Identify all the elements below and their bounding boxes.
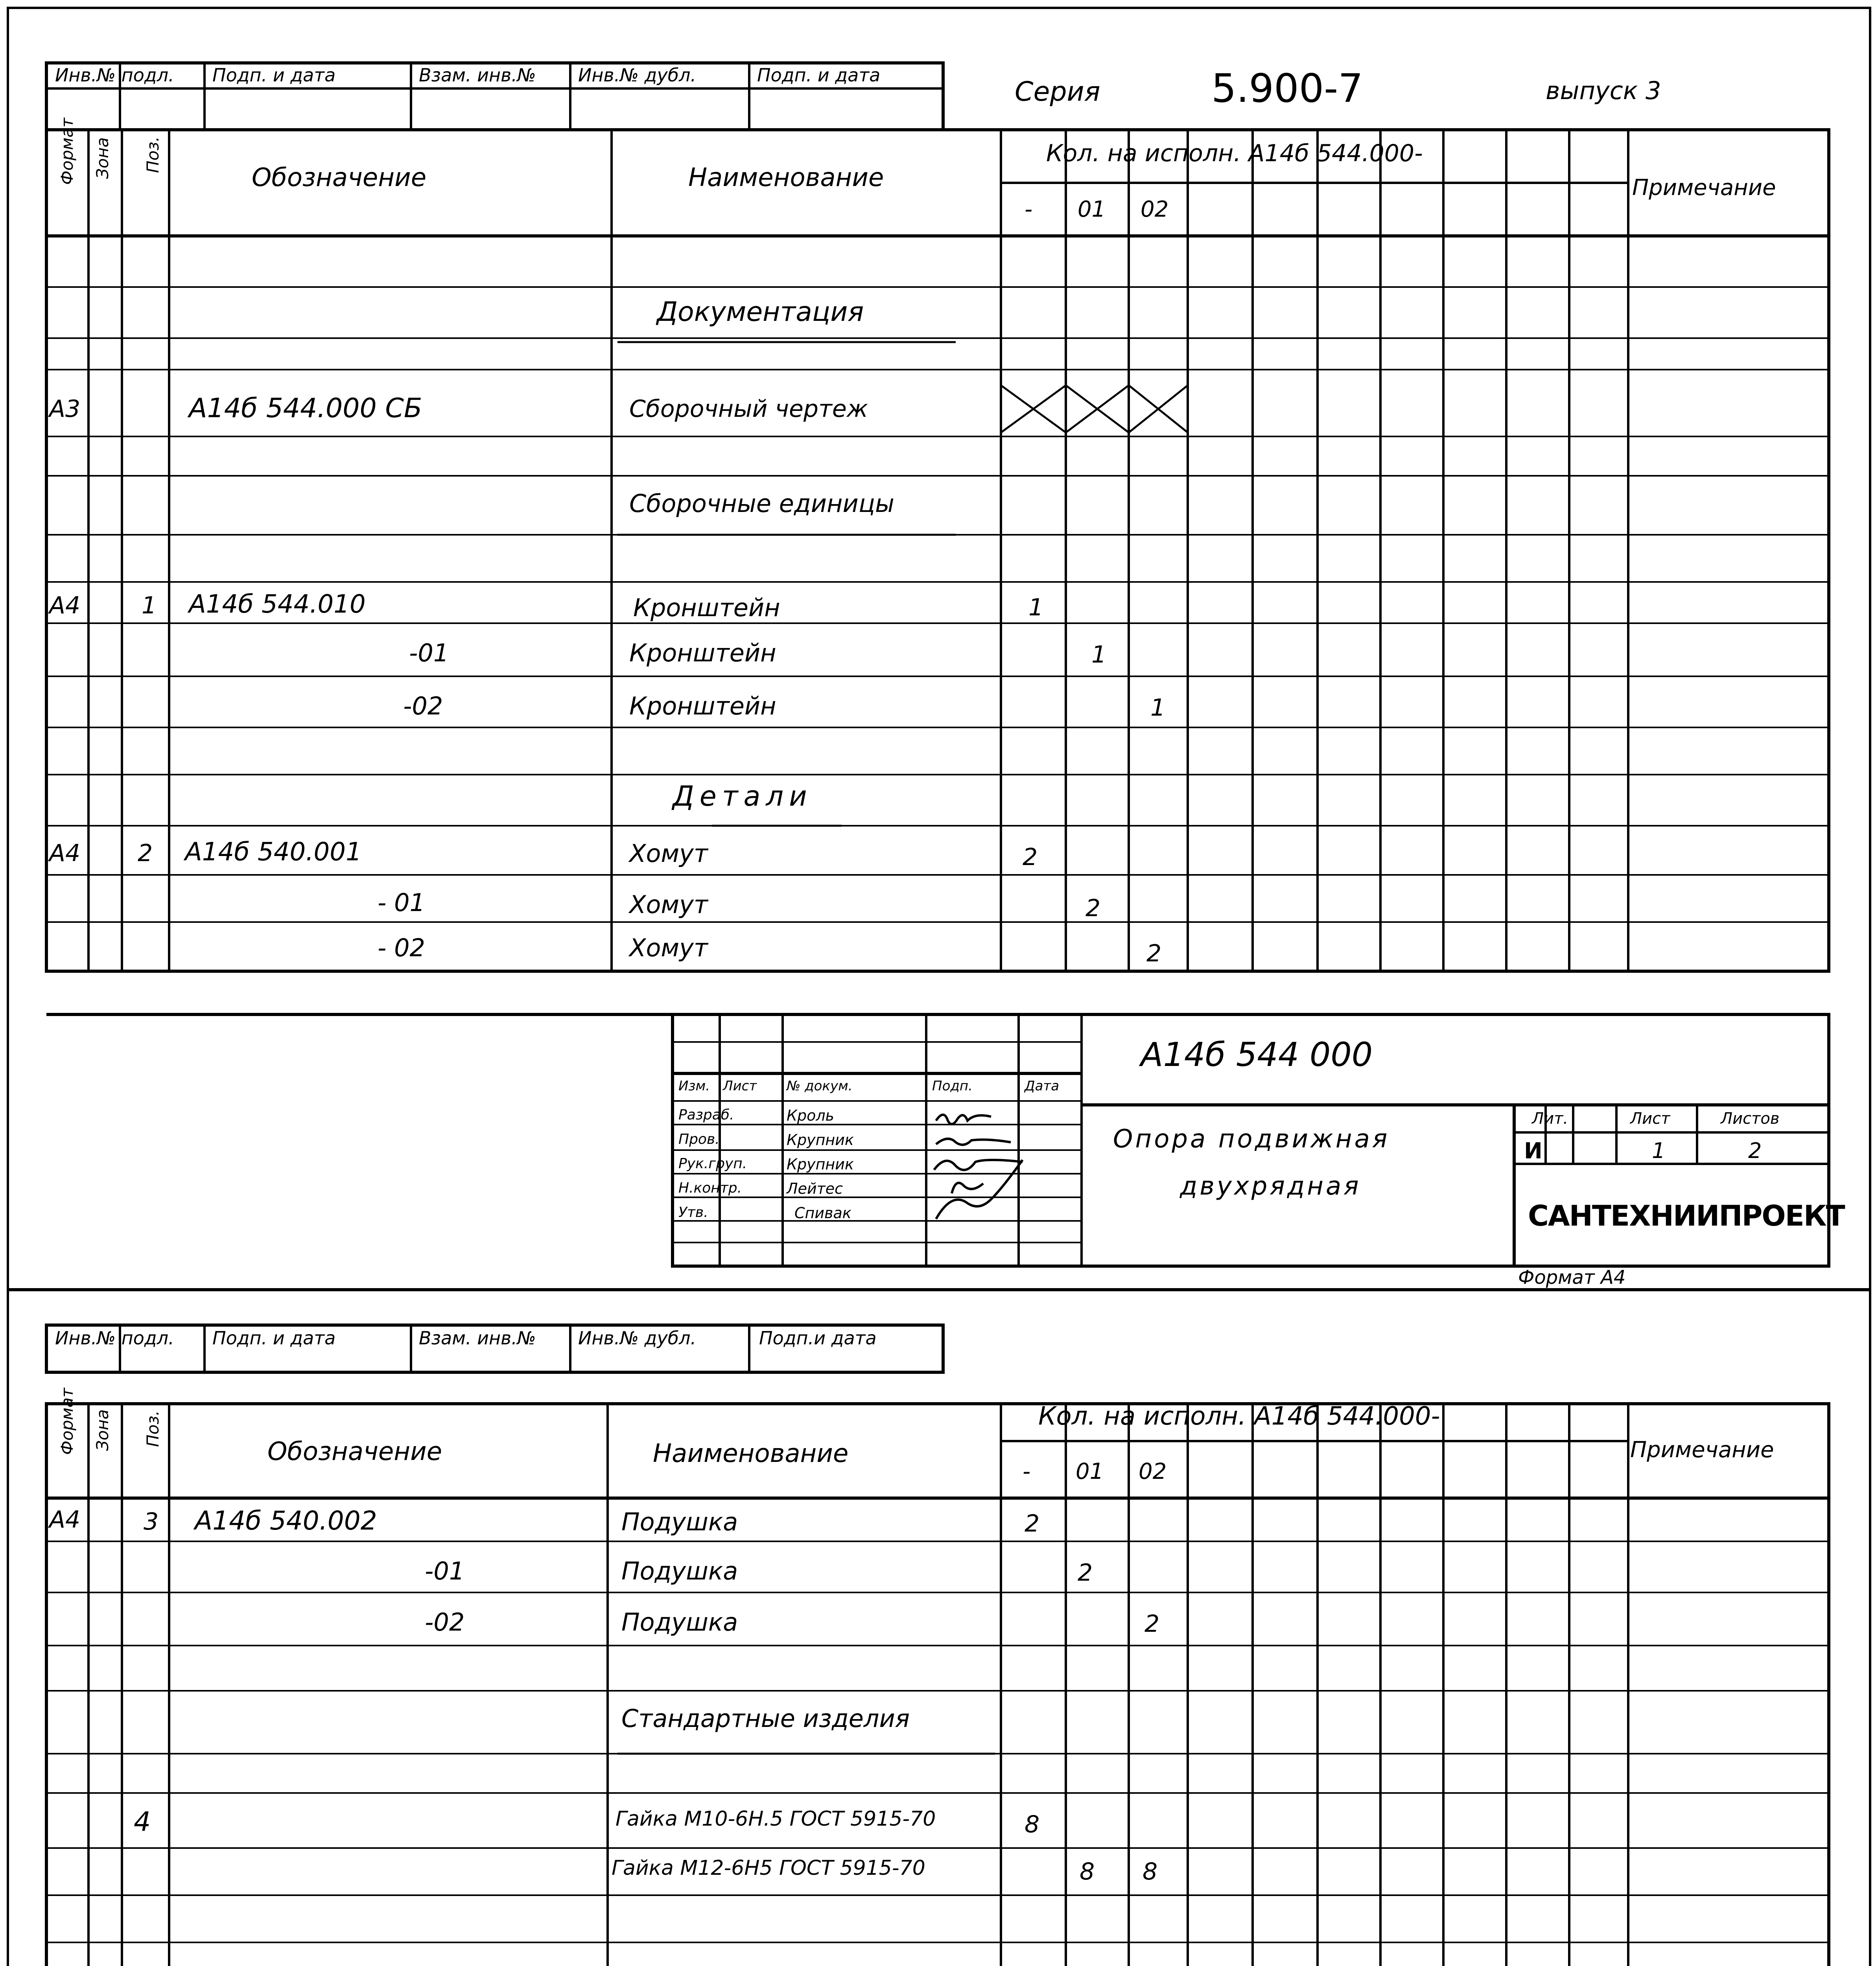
inv-podl-label: Инв.№ подл.	[55, 64, 174, 86]
tb1-role-2: Рук.груп.	[678, 1156, 747, 1172]
s2-inv-podl: Инв.№ подл.	[55, 1327, 174, 1349]
row5-designation: -02	[403, 692, 443, 720]
tb1-name-3: Лейтес	[787, 1180, 843, 1197]
tb1-lit-label: Лит.	[1532, 1110, 1568, 1128]
row9-designation: - 02	[378, 933, 425, 962]
row4-designation: -01	[409, 639, 449, 667]
row3-pos: 1	[142, 592, 157, 619]
s2-col-name: Наименование	[653, 1439, 849, 1468]
row8-name: Хомут	[629, 890, 708, 919]
row3-q0: 1	[1028, 594, 1044, 621]
series-label: Серия	[1015, 76, 1100, 107]
tb1-name-0: Кроль	[787, 1107, 835, 1124]
tb1-h-doc: № докум.	[787, 1078, 853, 1094]
s2-row0-name: Подушка	[621, 1508, 738, 1536]
row1-name: Сборочный чертеж	[629, 395, 868, 423]
row8-designation: - 01	[378, 888, 425, 917]
s2-row1-designation: -01	[425, 1557, 465, 1585]
row7-pos: 2	[138, 839, 153, 867]
series-number: 5.900-7	[1211, 65, 1363, 111]
s2-col-note: Примечание	[1630, 1437, 1774, 1463]
tb1-sheet-value: 1	[1652, 1138, 1666, 1163]
col-qty-02: 02	[1141, 197, 1169, 222]
row7-designation: А14б 540.001	[185, 838, 362, 867]
col-zone: Зона	[93, 137, 112, 179]
section-docs: Документация	[657, 296, 864, 328]
row3-name: Кронштейн	[633, 593, 780, 622]
s2-section-standard: Стандартные изделия	[621, 1704, 910, 1733]
tb1-name-4: Спивак	[794, 1204, 851, 1222]
tb1-doc-number: А14б 544 000	[1141, 1035, 1373, 1074]
tb1-role-4: Утв.	[678, 1204, 708, 1220]
podp-data2-label: Подп. и дата	[757, 64, 881, 86]
tb1-role-0: Разраб.	[678, 1107, 734, 1123]
s2-row0-designation: А14б 540.002	[195, 1506, 377, 1536]
s2-row2-q2: 2	[1144, 1610, 1160, 1638]
s2-row2-designation: -02	[425, 1608, 465, 1636]
tb1-format-label: Формат А4	[1518, 1266, 1626, 1289]
s2-row0-format: А4	[49, 1506, 81, 1533]
s2-col-format: Формат	[57, 1388, 77, 1455]
s2-col-zone: Зона	[93, 1409, 112, 1451]
col-designation: Обозначение	[252, 163, 427, 192]
row7-q0: 2	[1023, 843, 1038, 871]
col-format: Формат	[57, 118, 77, 185]
s2-vzam-inv: Взам. инв.№	[419, 1327, 536, 1349]
s2-row5-q2: 8	[1143, 1858, 1158, 1885]
s2-row1-name: Подушка	[621, 1557, 738, 1585]
tb1-name-2: Крупник	[787, 1156, 854, 1173]
col-qty-0: -	[1025, 197, 1033, 222]
tb1-title-line2: двухрядная	[1180, 1172, 1361, 1201]
s2-col-pos: Поз.	[143, 1410, 162, 1447]
col-qty-header: Кол. на исполн. А14б 544.000-	[1046, 140, 1423, 167]
tb1-lit-value: И	[1524, 1138, 1542, 1164]
s2-col-designation: Обозначение	[267, 1437, 442, 1466]
inv-dubl-label: Инв.№ дубл.	[578, 64, 697, 86]
s2-row4-name: Гайка М10-6Н.5 ГОСТ 5915-70	[616, 1807, 936, 1831]
s2-col-qty-01: 01	[1076, 1459, 1104, 1484]
row9-name: Хомут	[629, 933, 708, 962]
row3-format: А4	[49, 592, 81, 619]
row4-name: Кронштейн	[629, 639, 776, 667]
s2-col-qty-02: 02	[1139, 1459, 1167, 1484]
s2-row0-q0: 2	[1025, 1510, 1040, 1537]
series-issue: выпуск 3	[1546, 76, 1661, 105]
tb1-h-izm: Изм.	[678, 1078, 710, 1094]
s2-inv-dubl: Инв.№ дубл.	[578, 1327, 697, 1349]
col-qty-01: 01	[1078, 197, 1106, 222]
tb1-name-1: Крупник	[787, 1131, 854, 1149]
s2-row1-q1: 2	[1078, 1559, 1093, 1587]
tb1-sheet-label: Лист	[1630, 1110, 1670, 1128]
col-note: Примечание	[1632, 175, 1776, 201]
s2-row4-pos: 4	[134, 1806, 151, 1837]
col-name: Наименование	[688, 163, 884, 192]
row1-designation: А14б 544.000 СБ	[189, 393, 422, 424]
signatures	[928, 1105, 1030, 1231]
row7-format: А4	[49, 839, 81, 867]
row4-q1: 1	[1091, 641, 1107, 668]
podp-data-label: Подп. и дата	[212, 64, 336, 86]
s2-col-qty-header: Кол. на исполн. А14б 544.000-	[1038, 1402, 1440, 1431]
tb1-role-1: Пров.	[678, 1131, 720, 1147]
tb1-h-list: Лист	[723, 1078, 757, 1094]
s2-row2-name: Подушка	[621, 1608, 738, 1636]
row9-q2: 2	[1146, 940, 1162, 967]
s2-row0-pos: 3	[144, 1508, 159, 1535]
section-details: Детали	[673, 780, 813, 812]
organization-name: САНТЕХНИИПРОЕКТ	[1528, 1199, 1845, 1232]
s2-row5-q1: 8	[1080, 1858, 1095, 1885]
tb1-h-podp: Подп.	[932, 1078, 973, 1094]
section-assembly: Сборочные единицы	[629, 489, 895, 518]
row1-format: А3	[49, 395, 81, 423]
vzam-inv-label: Взам. инв.№	[419, 64, 536, 86]
row5-name: Кронштейн	[629, 692, 776, 720]
s2-podp-data2: Подп.и дата	[759, 1327, 877, 1349]
row3-designation: А14б 544.010	[189, 590, 366, 619]
tb1-sheets-value: 2	[1748, 1138, 1762, 1163]
tb1-sheets-label: Листов	[1721, 1110, 1780, 1128]
col-pos: Поз.	[143, 136, 162, 173]
row7-name: Хомут	[629, 839, 708, 868]
tb1-h-date: Дата	[1025, 1078, 1060, 1094]
s2-col-qty-0: -	[1023, 1459, 1031, 1484]
tb1-title-line1: Опора подвижная	[1113, 1125, 1390, 1154]
row5-q2: 1	[1150, 694, 1166, 722]
row8-q1: 2	[1085, 895, 1101, 922]
tb1-role-3: Н.контр.	[678, 1180, 742, 1196]
s2-podp-data: Подп. и дата	[212, 1327, 336, 1349]
s2-row5-name: Гайка М12-6Н5 ГОСТ 5915-70	[612, 1856, 925, 1880]
s2-row4-q0: 8	[1025, 1811, 1040, 1838]
